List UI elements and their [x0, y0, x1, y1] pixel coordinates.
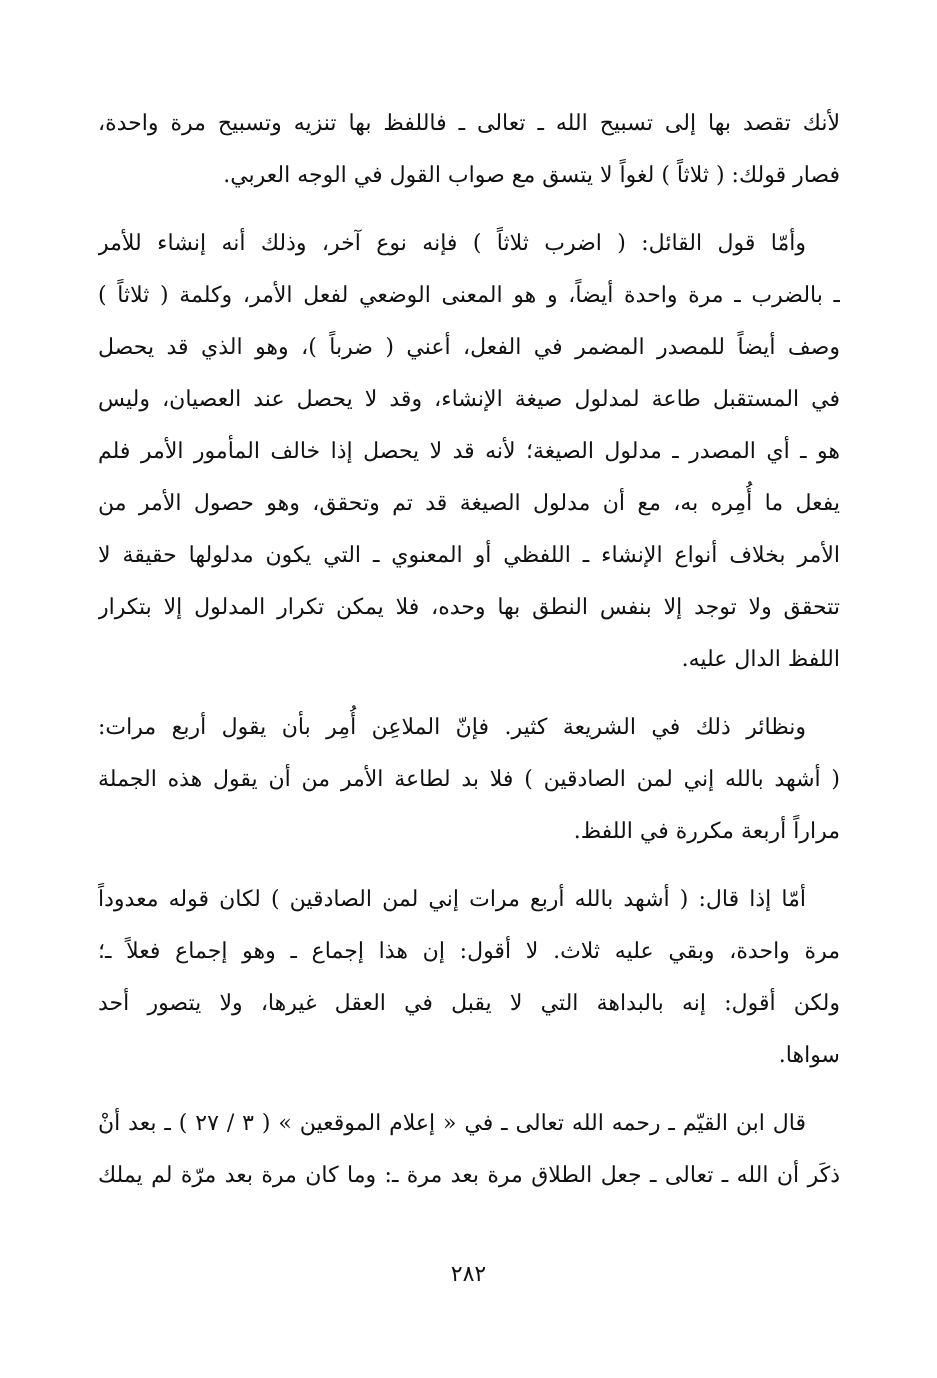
paragraph-4	[98, 874, 840, 1082]
paragraph-3	[98, 702, 840, 858]
text-line: لأنك تقصد بها إلى تسبيح الله ـ تعالى ـ فاللفظ بها تنزيه وتسبيح مرة واحدة،	[98, 111, 840, 136]
paragraph-5	[98, 1098, 840, 1202]
text-line: قال ابن القيّم ـ رحمه الله تعالى ـ في « إعلام الموقعين » ( ٣ / ٢٧ ) ـ بعد أنْ	[98, 1111, 806, 1136]
text-line: مراراً أربعة مكررة في اللفظ.	[573, 819, 840, 844]
text-line: ـ بالضرب ـ مرة واحدة أيضاً، و هو المعنى الوضعي لفعل الأمر، وكلمة ( ثلاثاً )	[98, 283, 840, 308]
text-line: وأمّا قول القائل: ( اضرب ثلاثاً ) فإنه نوع آخر، وذلك أنه إنشاء للأمر	[98, 231, 806, 256]
text-line: الأمر بخلاف أنواع الإنشاء ـ اللفظي أو المعنوي ـ التي يكون مدلولها حقيقة لا	[98, 543, 840, 568]
text-line: اللفظ الدال عليه.	[681, 647, 840, 672]
text-line: وصف أيضاً للمصدر المضمر في الفعل، أعني ( ضرباً )، وهو الذي قد يحصل	[98, 335, 840, 360]
body-text	[98, 98, 840, 1218]
text-line: تتحقق ولا توجد إلا بنفس النطق بها وحده، فلا يمكن تكرار المدلول إلا بتكرار	[98, 595, 840, 620]
text-line: ولكن أقول: إنه بالبداهة التي لا يقبل في العقل غيرها، ولا يتصور أحد	[98, 991, 840, 1016]
text-line: ونظائر ذلك في الشريعة كثير. فإنّ الملاعِن أُمِر بأن يقول أربع مرات:	[98, 715, 806, 740]
paragraph-2	[98, 218, 840, 686]
text-line: مرة واحدة، وبقي عليه ثلاث. لا أقول: إن هذا إجماع ـ وهو إجماع فعلاً ـ؛	[98, 939, 840, 964]
paragraph-1	[98, 98, 840, 202]
text-line: يفعل ما أُمِره به، مع أن مدلول الصيغة قد تم وتحقق، وهو حصول الأمر من	[98, 491, 840, 516]
text-line: أمّا إذا قال: ( أشهد بالله أربع مرات إني لمن الصادقين ) لكان قوله معدوداً	[98, 887, 806, 912]
text-line: هو ـ أي المصدر ـ مدلول الصيغة؛ لأنه قد لا يحصل إذا خالف المأمور الأمر فلم	[98, 439, 840, 464]
text-line: فصار قولك: ( ثلاثاً ) لغواً لا يتسق مع صواب القول في الوجه العربي.	[223, 163, 840, 188]
text-line: في المستقبل طاعة لمدلول صيغة الإنشاء، وقد لا يحصل عند العصيان، وليس	[98, 387, 840, 412]
text-line: ( أشهد بالله إني لمن الصادقين ) فلا بد لطاعة الأمر من أن يقول هذه الجملة	[98, 767, 840, 792]
page-number: ٢٨٢	[450, 1262, 487, 1287]
text-line: سواها.	[778, 1043, 840, 1068]
text-line: ذكَر أن الله ـ تعالى ـ جعل الطلاق مرة بعد مرة ـ: وما كان مرة بعد مرّة لم يملك	[98, 1163, 840, 1188]
